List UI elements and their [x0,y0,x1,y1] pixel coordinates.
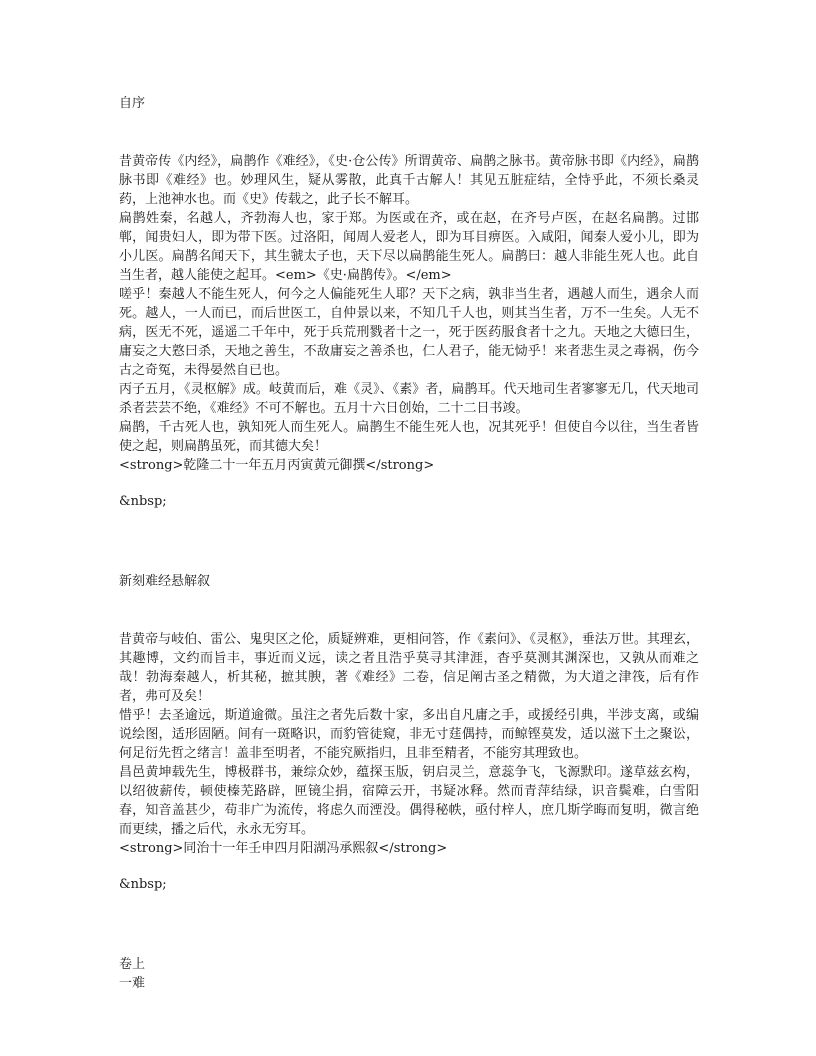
reprint-preface-paragraph: 昔黄帝与岐伯、雷公、鬼臾区之伦，质疑辨难，更相问答，作《素问》、《灵枢》，垂法万世。其理玄，其趣博，文约而旨丰，事近而义远，读之者且浩乎莫寻其津涯，杳乎莫测其渊深也，又孰从而难之哉！勃海秦越人，析其秘，摭其腴，著《难经》二卷，信足阐古圣之精微，为大道之津筏，后有作者，弗可及矣！ [119,632,699,704]
preface-paragraph: 丙子五月，《灵枢解》成。岐黄而后，难《灵》、《素》者，扁鹊耳。代天地司生者寥寥无几，代天地司杀者芸芸不绝，《难经》不可不解也。五月十六日创始，二十二日书竣。 [119,382,699,416]
preface-paragraph: 扁鹊，千古死人也，孰知死人而生死人。扁鹊生不能生死人也，况其死乎！但使自今以往，当生者皆使之起，则扁鹊虽死，而其德大矣！ [119,420,699,454]
nbsp-text: &nbsp; [119,494,167,509]
preface-paragraph: 嗟乎！秦越人不能生死人，何今之人偏能死生人耶？天下之病，孰非当生者，遇越人而生，遇余人而死。越人，一人而已，而后世医工，自仲景以来，不知几千人也，则其当生者，万不一生矣。人无不病，医无不死，遥遥二千年中，死于兵荒刑戮者十之一，死于医药服食者十之九。天地之大德曰生，庸妄之大憝曰杀，天地之善生，不敌庸妄之善杀也，仁人君子，能无恸乎！来者悲生灵之毒祸，伤今古之奇冤，未得晏然自已也。 [119,287,699,378]
preface-paragraph: 扁鹊姓秦，名越人，齐勃海人也，家于郑。为医或在齐，或在赵，在齐号卢医，在赵名扁鹊。过邯郸，闻贵妇人，即为带下医。过洛阳，闻周人爱老人，即为耳目痹医。入咸阳，闻秦人爱小儿，即为小儿医。扁鹊名闻天下，其生虢太子也，天下尽以扁鹊能生死人。扁鹊曰：越人非能生死人也。此自当生者，越人能使之起耳。<em>《史·扁鹊传》。</em> [119,211,699,283]
document-page [119,94,699,993]
reprint-preface-paragraph: 惜乎！去圣逾远，斯道逾微。虽注之者先后数十家，多出自凡庸之手，或援经引典，半涉支离，或编说绘图，适形固陋。间有一斑略识，而豹管徒窥，非无寸莛偶持，而鲸铿莫发，适以滋下土之聚讼，何足衍先哲之绪言！盖非至明者，不能究厥指归，且非至精者，不能穷其理致也。 [119,708,699,761]
reprint-preface-title: 新刻难经悬解叙 [119,574,211,589]
chapter-label: 一难 [119,976,146,991]
nbsp-text: &nbsp; [119,877,167,892]
reprint-preface-paragraph: 昌邑黄坤载先生，博极群书，兼综众妙，蕴探玉版，钥启灵兰，意蕊争飞，飞源默印。遂草兹玄构，以绍彼薪传，顿使榛芜路辟，匣镜尘捐，宿障云开，书疑冰释。然而青萍结绿，识音鬓难，白雪阳春，知音盖甚少，苟非广为流传，将虑久而湮没。偶得秘帙，亟付梓人，庶几斯学晦而复明，微言绝而更续，播之后代，永永无穷耳。 [119,765,699,837]
reprint-preface-signature: <strong>同治十一年壬申四月阳湖冯承熙叙</strong> [119,841,448,856]
preface-paragraph: 昔黄帝传《内经》，扁鹊作《难经》，《史·仓公传》所谓黄帝、扁鹊之脉书。黄帝脉书即《内经》，扁鹊脉书即《难经》也。妙理风生，疑从雾散，此真千古解人！其见五脏症结，全恃乎此，不须长桑灵药，上池神水也。而《史》传载之，此子长不解耳。 [119,154,699,207]
volume-label: 卷上 [119,957,146,972]
preface-title: 自序 [119,96,146,111]
preface-signature: <strong>乾隆二十一年五月丙寅黄元御撰</strong> [119,458,435,473]
